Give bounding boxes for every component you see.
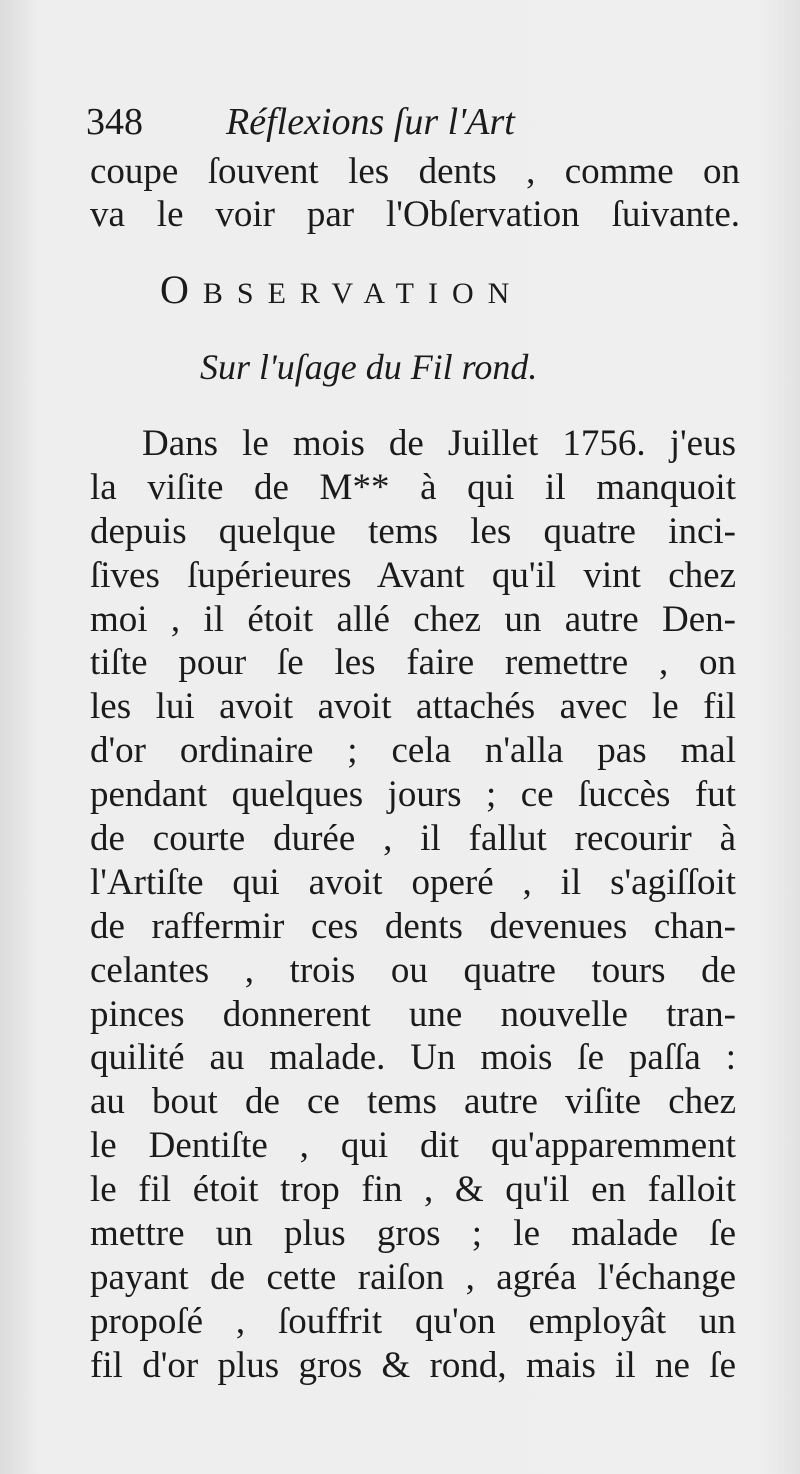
text-line: l'Artiſte qui avoit operé , il s'agiſſoit: [90, 861, 736, 903]
text-line: depuis quelque tems les quatre inci-: [90, 510, 736, 552]
running-head: Réflexions ſur l'Art: [226, 101, 515, 143]
text-line: quilité au malade. Un mois ſe paſſa :: [90, 1037, 736, 1079]
text-line: celantes , trois ou quatre tours de: [90, 949, 736, 991]
text-line: va le voir par l'Obſervation ſuivante.: [90, 194, 740, 235]
text-line: les lui avoit avoit attachés avec le fil: [90, 686, 736, 728]
text-line: tiſte pour ſe les faire remettre , on: [90, 642, 736, 684]
text-line: pendant quelques jours ; ce ſuccès fut: [90, 774, 736, 816]
text-line: moi , il étoit allé chez un autre Den-: [90, 598, 736, 640]
text-line: mettre un plus gros ; le malade ſe: [90, 1213, 736, 1255]
text-line: payant de cette raiſon , agréa l'échange: [90, 1256, 736, 1298]
text-line: pinces donnerent une nouvelle tran-: [90, 993, 736, 1035]
text-line: de courte durée , il fallut recourir à: [90, 818, 736, 860]
section-subtitle: Sur l'uſage du Fil rond.: [200, 347, 538, 387]
text-line: coupe ſouvent les dents , comme on: [90, 151, 740, 192]
text-line: de raffermir ces dents devenues chan-: [90, 905, 736, 947]
text-line: Dans le mois de Juillet 1756. j'eus: [142, 423, 736, 464]
page-header: [86, 100, 515, 144]
section-title-rest: BSERVATION: [202, 277, 524, 310]
page-number: 348: [86, 101, 143, 143]
text-line: d'or ordinaire ; cela n'alla pas mal: [90, 730, 736, 772]
text-line: ſives ſupérieures Avant qu'il vint chez: [90, 554, 736, 596]
text-line: au bout de ce tems autre viſite chez: [90, 1081, 736, 1123]
text-line: la viſite de M** à qui il manquoit: [90, 466, 736, 508]
continuation-text: [90, 150, 740, 236]
text-line: propoſé , ſouffrit qu'on employât un: [90, 1300, 736, 1342]
section-title: [160, 268, 635, 316]
text-line: le Dentiſte , qui dit qu'apparemment: [90, 1125, 736, 1167]
text-line: le fil étoit trop fin , & qu'il en falloit: [90, 1169, 736, 1211]
text-line: fil d'or plus gros & rond, mais il ne ſe: [90, 1344, 736, 1386]
section-title-initial: O: [160, 267, 203, 312]
observation-body: [90, 422, 736, 1388]
